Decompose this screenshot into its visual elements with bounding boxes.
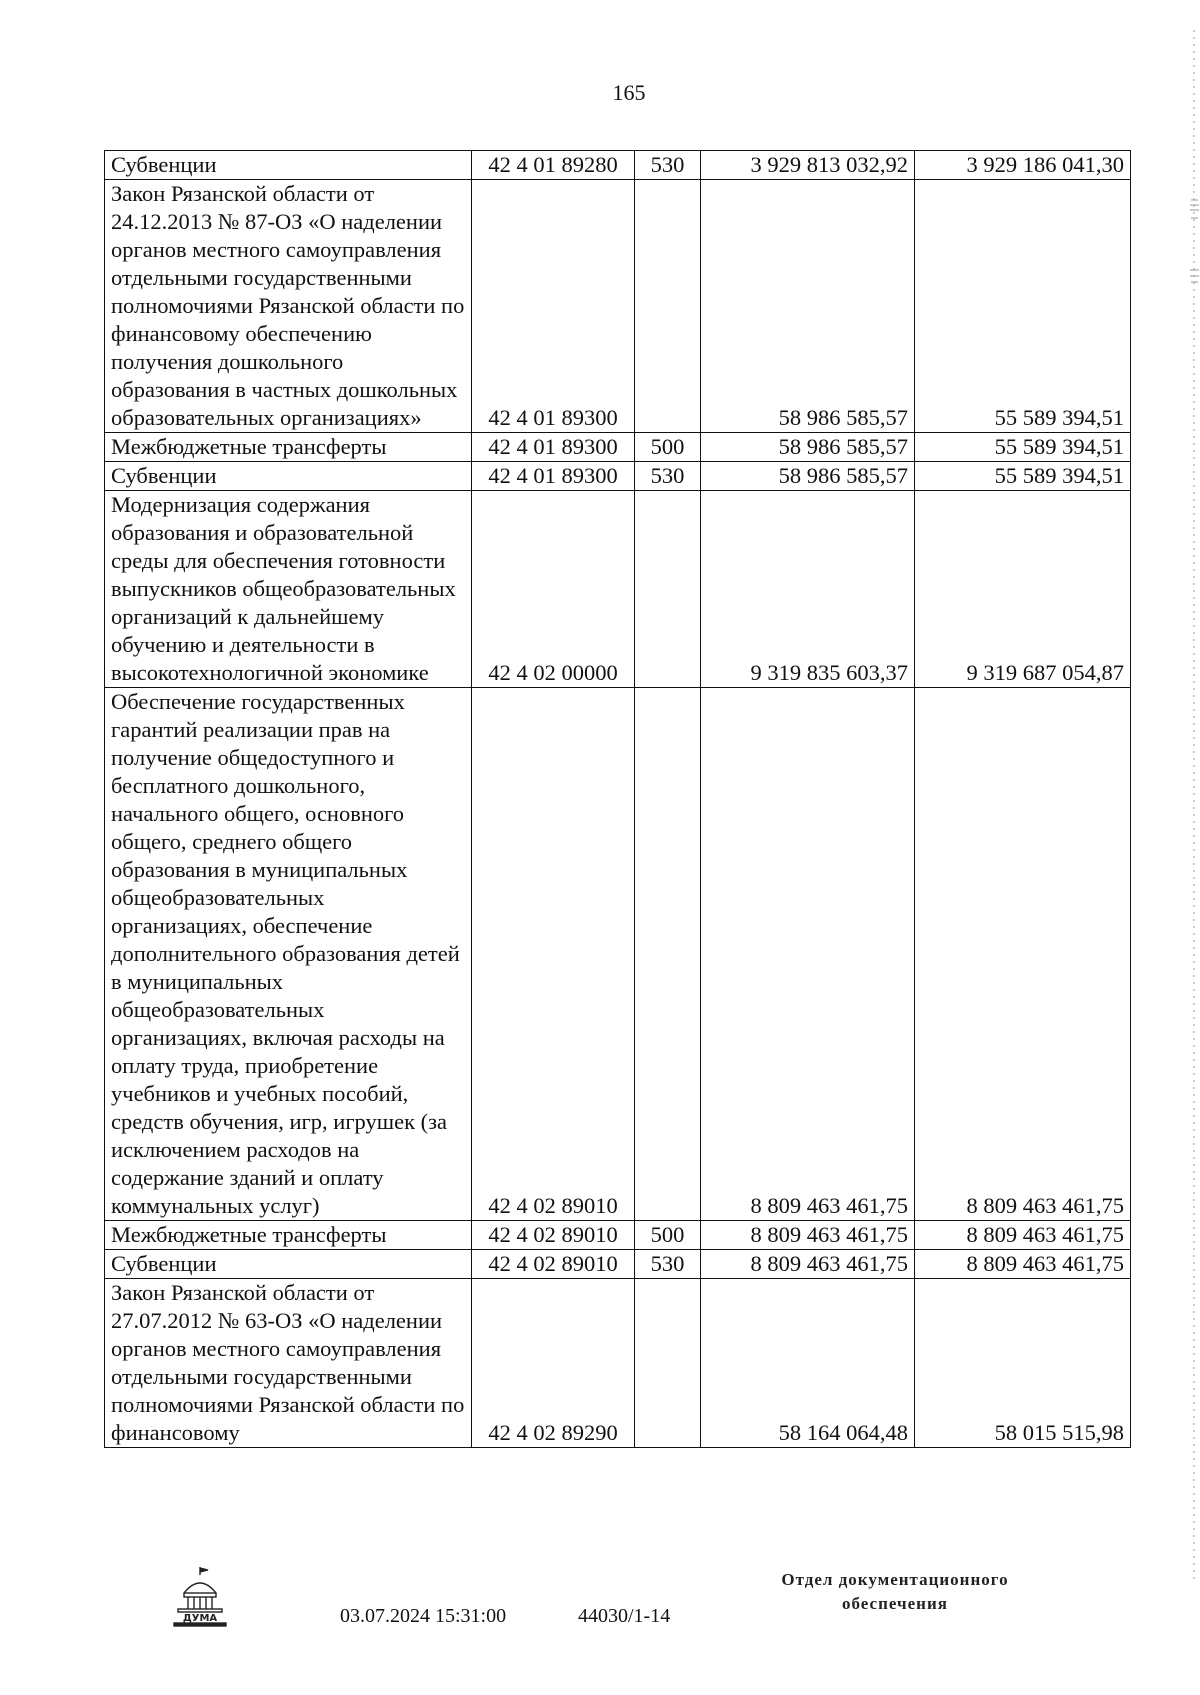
row-name: Обеспечение государственных гарантий реализации прав на получение общедоступного и бесплатного дошкольного, начального общего, основного общего, среднего общего образования в муниципальных общеобразовательных организациях, обеспечение дополнительного образования детей в муниципальных общеобразовательных организациях, включая расходы на оплату труда, приобретение учебников и учебных пособий, средств обучения, игр, игрушек (за исключением расходов на содержание зданий и оплату коммунальных услуг) bbox=[105, 688, 472, 1221]
row-csr-code: 42 4 02 89010 bbox=[472, 688, 635, 1221]
row-csr-code: 42 4 02 89010 bbox=[472, 1221, 635, 1250]
row-amount-1: 8 809 463 461,75 bbox=[701, 688, 915, 1221]
page-number: 165 bbox=[612, 80, 646, 105]
row-name: Субвенции bbox=[105, 151, 472, 180]
row-expense-type bbox=[635, 491, 701, 688]
row-expense-type: 500 bbox=[635, 433, 701, 462]
row-amount-1: 8 809 463 461,75 bbox=[701, 1250, 915, 1279]
table-row bbox=[105, 1250, 1131, 1279]
budget-table bbox=[104, 150, 1131, 1448]
row-expense-type: 530 bbox=[635, 462, 701, 491]
row-amount-2: 58 015 515,98 bbox=[915, 1279, 1131, 1448]
row-amount-2: 3 929 186 041,30 bbox=[915, 151, 1131, 180]
row-name: Межбюджетные трансферты bbox=[105, 1221, 472, 1250]
row-amount-2: 8 809 463 461,75 bbox=[915, 688, 1131, 1221]
row-csr-code: 42 4 02 89010 bbox=[472, 1250, 635, 1279]
row-csr-code: 42 4 02 89290 bbox=[472, 1279, 635, 1448]
table-row bbox=[105, 180, 1131, 433]
row-name: Субвенции bbox=[105, 462, 472, 491]
row-amount-2: 55 589 394,51 bbox=[915, 462, 1131, 491]
table-row bbox=[105, 151, 1131, 180]
row-amount-2: 8 809 463 461,75 bbox=[915, 1250, 1131, 1279]
row-amount-2: 9 319 687 054,87 bbox=[915, 491, 1131, 688]
duma-building-icon bbox=[170, 1565, 230, 1629]
scan-edge-artifact bbox=[1188, 30, 1200, 1580]
table-row bbox=[105, 1221, 1131, 1250]
row-expense-type bbox=[635, 688, 701, 1221]
row-expense-type bbox=[635, 1279, 701, 1448]
row-csr-code: 42 4 01 89300 bbox=[472, 433, 635, 462]
registration-number: 44030/1-14 bbox=[578, 1605, 671, 1627]
row-amount-1: 58 986 585,57 bbox=[701, 433, 915, 462]
department-stamp: Отдел документационного обеспечения bbox=[781, 1570, 1009, 1613]
table-row bbox=[105, 491, 1131, 688]
row-name: Закон Рязанской области от 24.12.2013 № 87-ОЗ «О наделении органов местного самоуправления отдельными государственными полномочиями Рязанской области по финансовому обеспечению получения дошкольного образования в частных дошкольных образовательных организациях» bbox=[105, 180, 472, 433]
row-amount-1: 58 986 585,57 bbox=[701, 180, 915, 433]
logo-text: ДУМА bbox=[182, 1613, 218, 1624]
row-csr-code: 42 4 01 89300 bbox=[472, 462, 635, 491]
row-expense-type: 500 bbox=[635, 1221, 701, 1250]
row-amount-1: 3 929 813 032,92 bbox=[701, 151, 915, 180]
print-timestamp: 03.07.2024 15:31:00 bbox=[340, 1605, 507, 1627]
row-amount-2: 55 589 394,51 bbox=[915, 433, 1131, 462]
row-expense-type: 530 bbox=[635, 151, 701, 180]
table-row bbox=[105, 462, 1131, 491]
row-csr-code: 42 4 01 89280 bbox=[472, 151, 635, 180]
table-row bbox=[105, 1279, 1131, 1448]
row-amount-2: 55 589 394,51 bbox=[915, 180, 1131, 433]
row-name: Субвенции bbox=[105, 1250, 472, 1279]
row-csr-code: 42 4 02 00000 bbox=[472, 491, 635, 688]
row-name: Модернизация содержания образования и образовательной среды для обеспечения готовности выпускников общеобразовательных организаций к дальнейшему обучению и деятельности в высокотехнологичной экономике bbox=[105, 491, 472, 688]
row-amount-2: 8 809 463 461,75 bbox=[915, 1221, 1131, 1250]
table-row bbox=[105, 688, 1131, 1221]
row-amount-1: 58 164 064,48 bbox=[701, 1279, 915, 1448]
row-amount-1: 58 986 585,57 bbox=[701, 462, 915, 491]
row-name: Закон Рязанской области от 27.07.2012 № 63-ОЗ «О наделении органов местного самоуправления отдельными государственными полномочиями Рязанской области по финансовому bbox=[105, 1279, 472, 1448]
row-amount-1: 8 809 463 461,75 bbox=[701, 1221, 915, 1250]
row-csr-code: 42 4 01 89300 bbox=[472, 180, 635, 433]
row-amount-1: 9 319 835 603,37 bbox=[701, 491, 915, 688]
row-expense-type: 530 bbox=[635, 1250, 701, 1279]
row-expense-type bbox=[635, 180, 701, 433]
row-name: Межбюджетные трансферты bbox=[105, 433, 472, 462]
table-row bbox=[105, 433, 1131, 462]
